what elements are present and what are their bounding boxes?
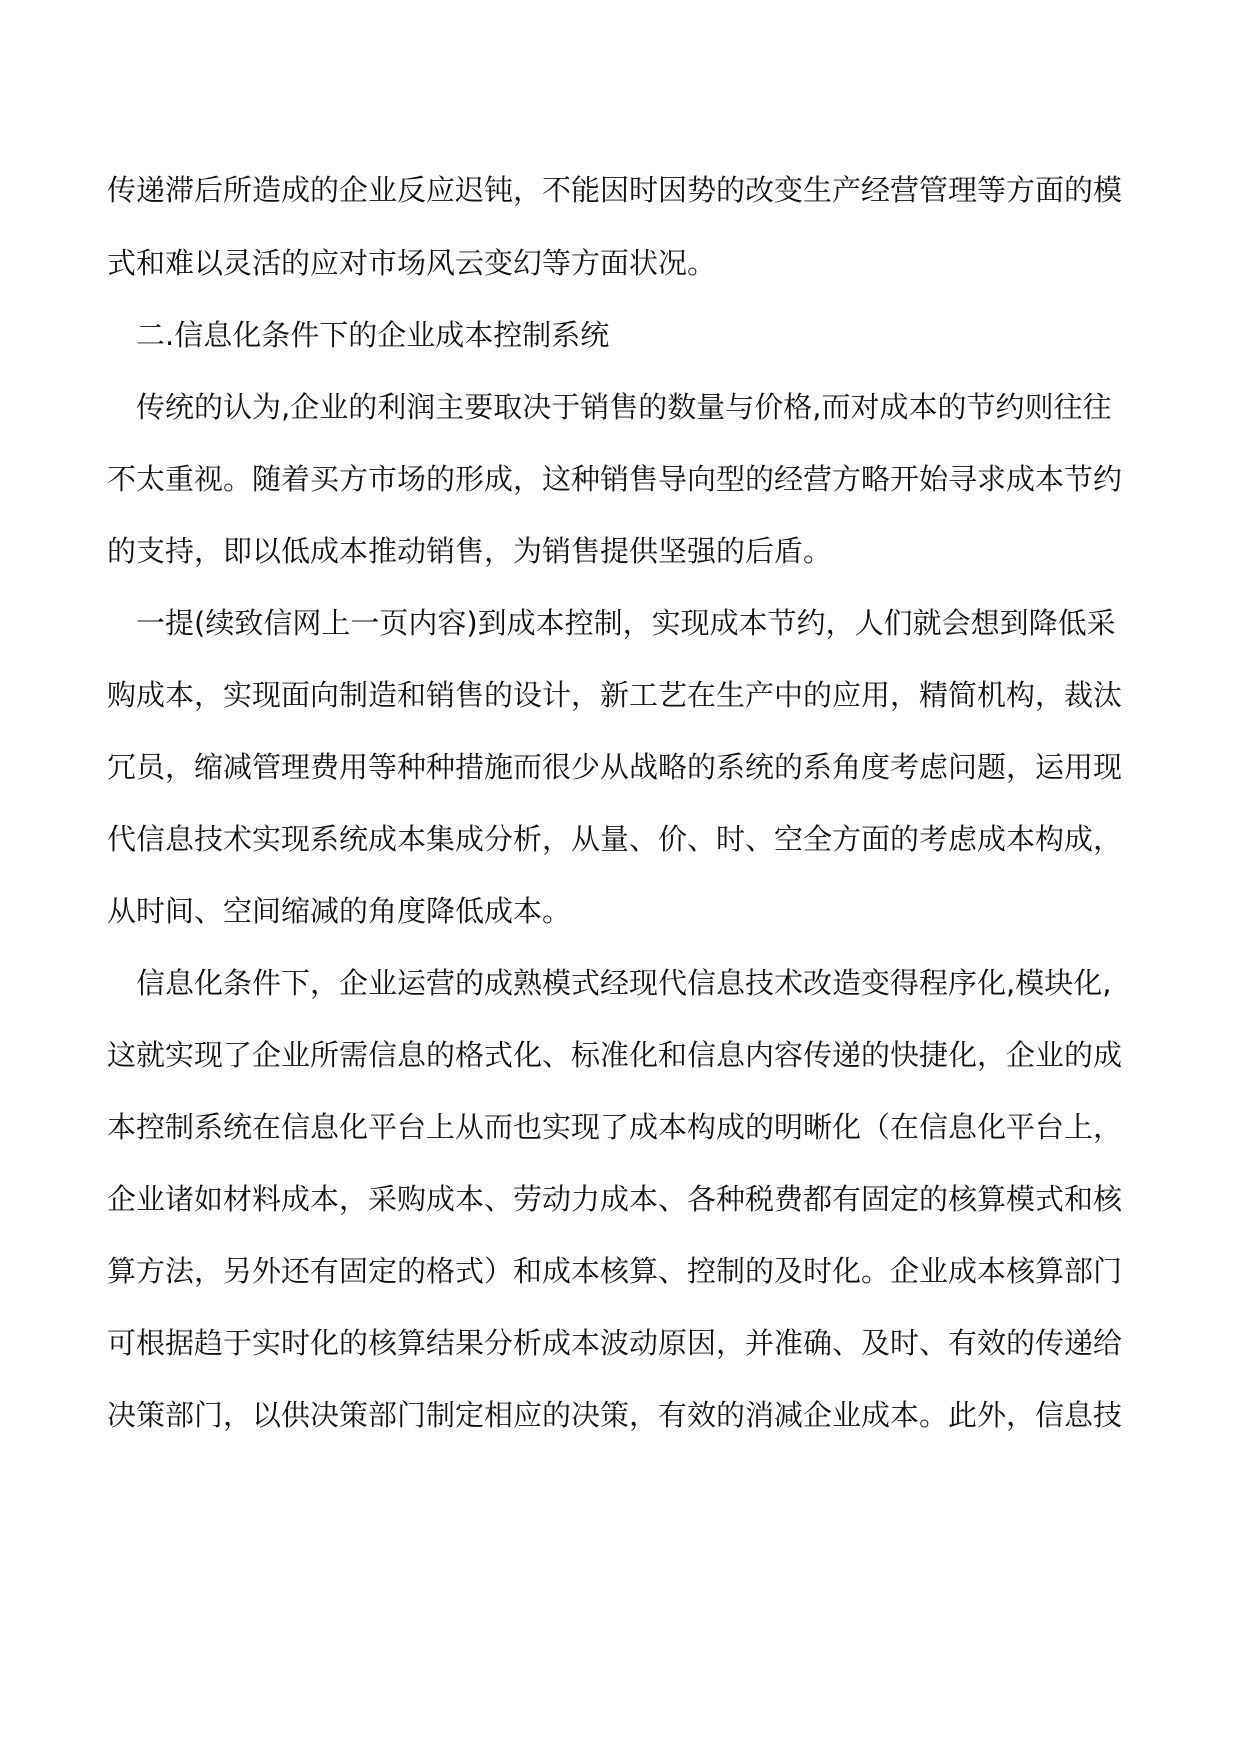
text-line: 购成本，实现面向制造和销售的设计，新工艺在生产中的应用，精简机构，裁汰	[107, 678, 1123, 712]
text-line: 可根据趋于实时化的核算结果分析成本波动原因，并准确、及时、有效的传递给	[107, 1326, 1123, 1360]
text-line: 式和难以灵活的应对市场风云变幻等方面状况。	[107, 246, 717, 280]
paragraph-first-line: 信息化条件下，企业运营的成熟模式经现代信息技术改造变得程序化,模块化,	[136, 966, 1112, 1000]
text-line: 从时间、空间缩减的角度降低成本。	[107, 894, 572, 928]
text-line: 企业诸如材料成本，采购成本、劳动力成本、各种税费都有固定的核算模式和核	[107, 1182, 1123, 1216]
text-line: 代信息技术实现系统成本集成分析，从量、价、时、空全方面的考虑成本构成，	[107, 822, 1123, 856]
section-heading: 二.信息化条件下的企业成本控制系统	[136, 318, 610, 352]
paragraph-first-line: 一提(续致信网上一页内容)到成本控制，实现成本节约，人们就会想到降低采	[136, 606, 1116, 640]
text-line: 决策部门，以供决策部门制定相应的决策，有效的消减企业成本。此外，信息技	[107, 1398, 1123, 1432]
text-line: 本控制系统在信息化平台上从而也实现了成本构成的明晰化（在信息化平台上，	[107, 1110, 1123, 1144]
paragraph-first-line: 传统的认为,企业的利润主要取决于销售的数量与价格,而对成本的节约则往往	[136, 390, 1112, 424]
text-line: 冗员，缩减管理费用等种种措施而很少从战略的系统的系角度考虑问题，运用现	[107, 750, 1123, 784]
text-line: 这就实现了企业所需信息的格式化、标准化和信息内容传递的快捷化，企业的成	[107, 1038, 1123, 1072]
text-line: 算方法，另外还有固定的格式）和成本核算、控制的及时化。企业成本核算部门	[107, 1254, 1123, 1288]
text-line: 不太重视。随着买方市场的形成，这种销售导向型的经营方略开始寻求成本节约	[107, 462, 1123, 496]
text-line: 传递滞后所造成的企业反应迟钝，不能因时因势的改变生产经营管理等方面的模	[107, 173, 1123, 207]
text-line: 的支持，即以低成本推动销售，为销售提供坚强的后盾。	[107, 534, 833, 568]
